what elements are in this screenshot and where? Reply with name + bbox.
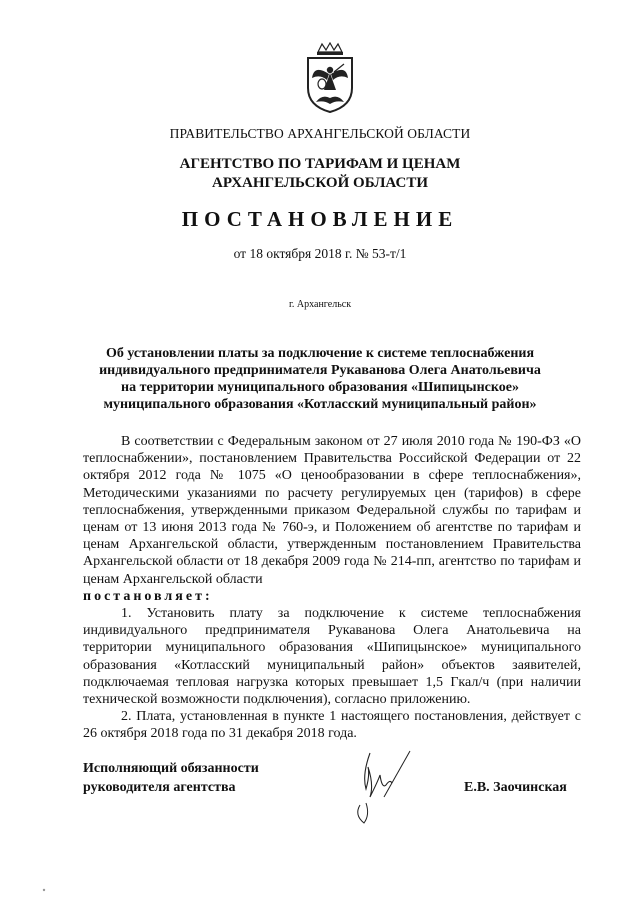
item-1-paragraph: 1. Установить плату за подключение к системе теплоснабжения индивидуального предпринимателя Рукаванова Олега Анатольевича на территории муниципального образования «Шипицынское» муниципального образования «Котласский муниципальный район» объектов заявителей, подключаемая тепловая нагрузка которых превышает 1,5 Гкал/ч (при наличии технической возможности подключения), согласно приложению. <box>83 606 581 708</box>
handwritten-signature <box>340 745 420 827</box>
decree-paragraph <box>83 588 581 605</box>
agency-name-line1: АГЕНТСТВО ПО ТАРИФАМ И ЦЕНАМ <box>179 156 461 172</box>
document-type: ПОСТАНОВЛЕНИЕ <box>181 207 459 231</box>
position-line2: руководителя агентства <box>83 780 236 795</box>
date-and-number: от 18 октября 2018 г. № 53-т/1 <box>233 246 407 261</box>
decree-word: постановляет: <box>83 588 213 604</box>
item-2-paragraph: 2. Плата, установленная в пункте 1 настоящего постановления, действует с 26 октября 2018 года по 31 декабря 2018 года. <box>83 709 581 742</box>
document-body <box>83 433 581 743</box>
city: г. Архангельск <box>288 299 352 310</box>
preamble-paragraph: В соответствии с Федеральным законом от 27 июля 2010 года № 190-ФЗ «О теплоснабжении», постановлением Правительства Российской Федерации от 22 октября 2012 года № 1075 «О ценообразовании в сфере теплоснабжения», Методическими указаниями по расчету регулируемых цен (тарифов) в сфере теплоснабжения, утвержденными приказом Федеральной службы по тарифам и ценам от 13 июня 2013 года № 760-э, и Положением об агентстве по тарифам и ценам Архангельской области, утвержденным постановлением Правительства Архангельской области от 18 декабря 2009 года № 214-пп, агентство по тарифам и ценам Архангельской области <box>83 434 581 587</box>
subject-line4: муниципального образования «Котласский муниципальный район» <box>103 397 537 412</box>
coat-of-arms-icon <box>300 42 360 114</box>
signatory-position <box>83 759 259 797</box>
scan-mark-icon <box>40 886 48 894</box>
agency-name <box>0 155 640 193</box>
subject-line2: индивидуального предпринимателя Рукаванова Олега Анатольевича <box>99 363 541 378</box>
signatory-name: Е.В. Заочинская <box>464 780 567 795</box>
document-subject <box>0 345 640 413</box>
position-line1: Исполняющий обязанности <box>83 761 259 776</box>
subject-line3: на территории муниципального образования «Шипицынское» <box>121 380 519 395</box>
government-name: ПРАВИТЕЛЬСТВО АРХАНГЕЛЬСКОЙ ОБЛАСТИ <box>169 126 471 141</box>
agency-name-line2: АРХАНГЕЛЬСКОЙ ОБЛАСТИ <box>212 175 428 191</box>
subject-line1: Об установлении платы за подключение к системе теплоснабжения <box>105 346 535 361</box>
